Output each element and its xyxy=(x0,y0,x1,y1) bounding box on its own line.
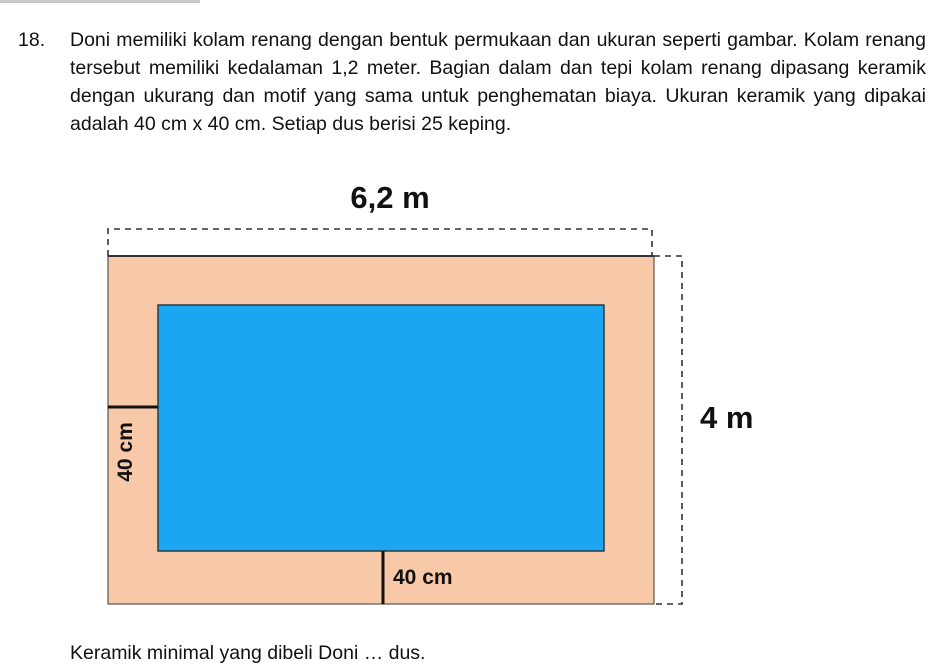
width-label: 6,2 m xyxy=(350,180,430,215)
pool-water xyxy=(158,305,604,551)
question-text: Doni memiliki kolam renang dengan bentuk permukaan dan ukuran seperti gambar. Kolam renang tersebut memiliki kedalaman 1,2 meter. Bagian dalam dan tepi kolam renang dipasang keramik dengan ukurang dan motif yang sama untuk penghematan biaya. Ukuran keramik yang dipakai adalah 40 cm x 40 cm. Setiap dus berisi 25 keping. xyxy=(70,29,926,135)
side-border-label: 40 cm xyxy=(114,422,137,482)
height-dimension-bracket xyxy=(654,256,682,604)
answer-prompt: Keramik minimal yang dibeli Doni … dus. xyxy=(70,642,426,664)
height-label: 4 m xyxy=(700,400,754,435)
width-dimension-bracket xyxy=(108,229,652,256)
bottom-border-label: 40 cm xyxy=(393,566,453,589)
question-number: 18. xyxy=(18,29,46,51)
